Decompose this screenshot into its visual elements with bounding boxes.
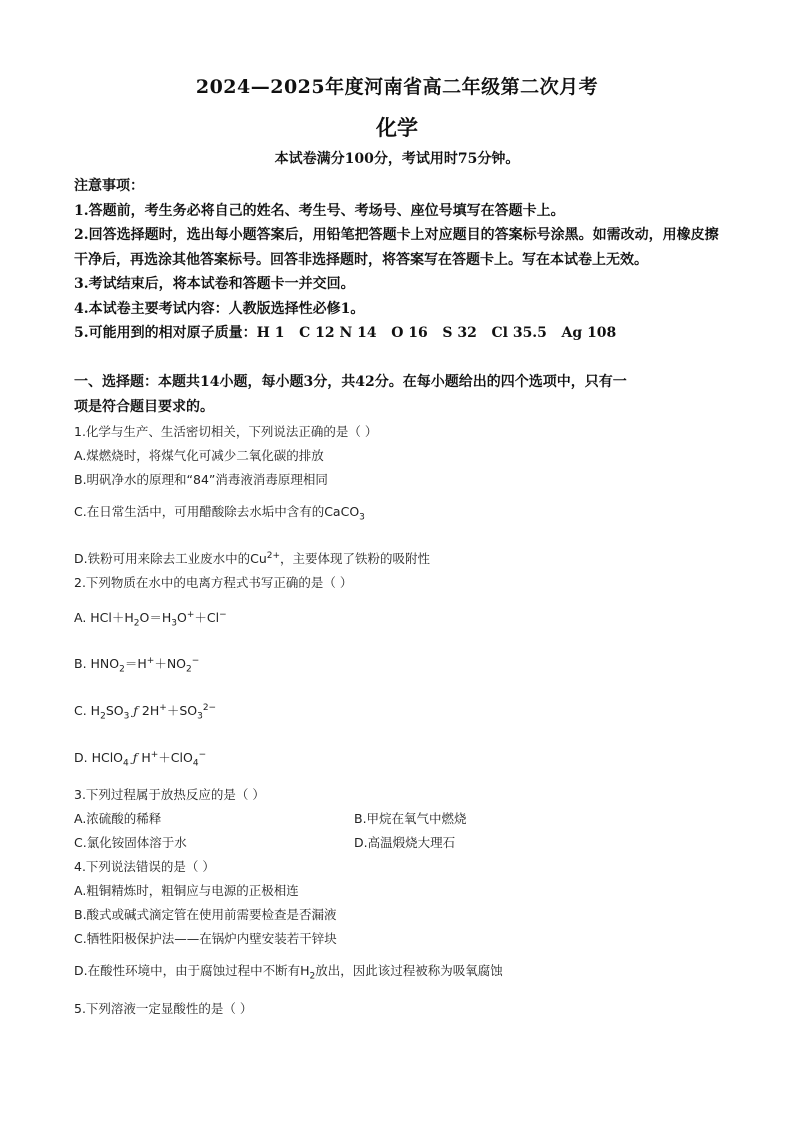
t: 2H — [141, 703, 160, 719]
text: D.铁粉可用来除去工业废水中的Cu — [74, 550, 267, 566]
t: 放出，因此该过程被称为吸氧腐蚀 — [315, 963, 503, 979]
sub: 2 — [119, 664, 125, 675]
sub: 2 — [100, 711, 106, 722]
note-item: 5.可能用到的相对原子质量：H 1 C 12 N 14 O 16 S 32 Cl 35.5 Ag 108 — [74, 325, 617, 341]
equilibrium-glyph: ƒ — [129, 703, 142, 719]
t: D.在酸性环境中，由于腐蚀过程中不断有H — [74, 963, 310, 979]
t: ＋SO — [166, 703, 198, 719]
sup: − — [191, 656, 200, 667]
question-stem: 4.下列说法错误的是（ ） — [74, 859, 215, 875]
sup: − — [198, 749, 207, 760]
exam-title: 2024—2025年度河南省高二年级第二次月考 — [195, 76, 599, 98]
t: B. HNO — [74, 656, 120, 672]
note-item: 1.答题前，考生务必将自己的姓名、考生号、考场号、座位号填写在答题卡上。 — [74, 202, 565, 219]
t: ＋Cl — [194, 609, 220, 625]
subscript: 3 — [359, 512, 365, 523]
superscript: 2+ — [266, 550, 281, 561]
sub: 4 — [192, 758, 199, 769]
subject-title: 化学 — [376, 115, 418, 140]
section-heading — [74, 370, 724, 420]
option-d — [74, 544, 734, 571]
option-d — [74, 959, 734, 989]
t: C. H — [74, 703, 101, 719]
option-c — [74, 696, 734, 729]
option-row — [74, 831, 734, 855]
t: O — [177, 609, 187, 625]
option-d — [74, 743, 734, 776]
option-a: A.煤燃烧时，将煤气化可减少二氧化碳的排放 — [74, 448, 324, 463]
note-item: 4.本试卷主要考试内容：人教版选择性必修1。 — [74, 300, 365, 317]
sup: + — [186, 609, 195, 620]
question-stem: 2.下列物质在水中的电离方程式书写正确的是（ ） — [74, 574, 353, 590]
sup: + — [146, 656, 155, 667]
questions-area — [74, 420, 734, 1021]
sub: 4 — [123, 758, 129, 769]
option-c: C.牺牲阳极保护法——在锅炉内壁安装若干锌块 — [74, 931, 337, 947]
option-a — [74, 603, 734, 636]
text: C.在日常生活中，可用醋酸除去水垢中含有的CaCO — [74, 504, 360, 519]
t: ＝H — [124, 656, 147, 672]
t: ＋NO — [154, 656, 187, 672]
t: SO — [105, 703, 124, 719]
option-row — [74, 807, 734, 831]
text: ，主要体现了铁粉的吸附性 — [280, 550, 431, 566]
t: D. HClO — [74, 749, 124, 765]
sub: 2 — [309, 971, 316, 982]
option-d: D.高温煅烧大理石 — [354, 835, 456, 851]
option-b: B.甲烷在氧气中燃烧 — [354, 811, 467, 827]
sup: + — [159, 702, 167, 713]
question-stem: 1.化学与生产、生活密切相关，下列说法正确的是（ ） — [74, 424, 378, 439]
sub: 2 — [133, 618, 140, 629]
question-stem: 5.下列溶液一定显酸性的是（ ） — [74, 1000, 253, 1016]
sup: 2− — [202, 702, 217, 713]
question-stem: 3.下列过程属于放热反应的是（ ） — [74, 787, 265, 803]
sub: 3 — [197, 711, 203, 722]
sup: + — [150, 749, 159, 760]
option-b: B.酸式或碱式滴定管在使用前需要检查是否漏液 — [74, 907, 337, 923]
option-c: C.氯化铵固体溶于水 — [74, 835, 187, 851]
option-b — [74, 649, 734, 682]
section-line: 一、选择题：本题共14小题，每小题3分，共42分。在每小题给出的四个选项中，只有一 — [74, 374, 627, 390]
exam-meta: 本试卷满分100分，考试用时75分钟。 — [274, 151, 520, 167]
equilibrium-glyph: ƒ — [128, 749, 142, 765]
sup: − — [219, 609, 227, 620]
note-item: 3.考试结束后，将本试卷和答题卡一并交回。 — [74, 276, 355, 292]
option-a: A.粗铜精炼时，粗铜应与电源的正极相连 — [74, 883, 299, 899]
sub: 3 — [171, 618, 177, 629]
notes-heading: 注意事项： — [74, 178, 144, 194]
t: A. HCl＋H — [74, 609, 134, 625]
option-a: A.浓硫酸的稀释 — [74, 811, 162, 827]
t: H — [141, 749, 151, 765]
note-item: 2.回答选择题时，选出每小题答案后，用铅笔把答题卡上对应题目的答案标号涂黑。如需改动，用橡皮擦干净后，再选涂其他答案标号。回答非选择题时，将答案写在答题卡上。写在本试卷上无效。 — [74, 227, 719, 268]
sub: 2 — [186, 664, 192, 675]
sub: 3 — [123, 711, 130, 722]
notes-block — [74, 174, 724, 346]
t: ＋ClO — [158, 749, 193, 765]
option-c — [74, 500, 734, 530]
option-b: B.明矾净水的原理和“84”消毒液消毒原理相同 — [74, 472, 328, 487]
section-line: 项是符合题目要求的。 — [74, 399, 214, 415]
t: O＝H — [139, 609, 172, 625]
